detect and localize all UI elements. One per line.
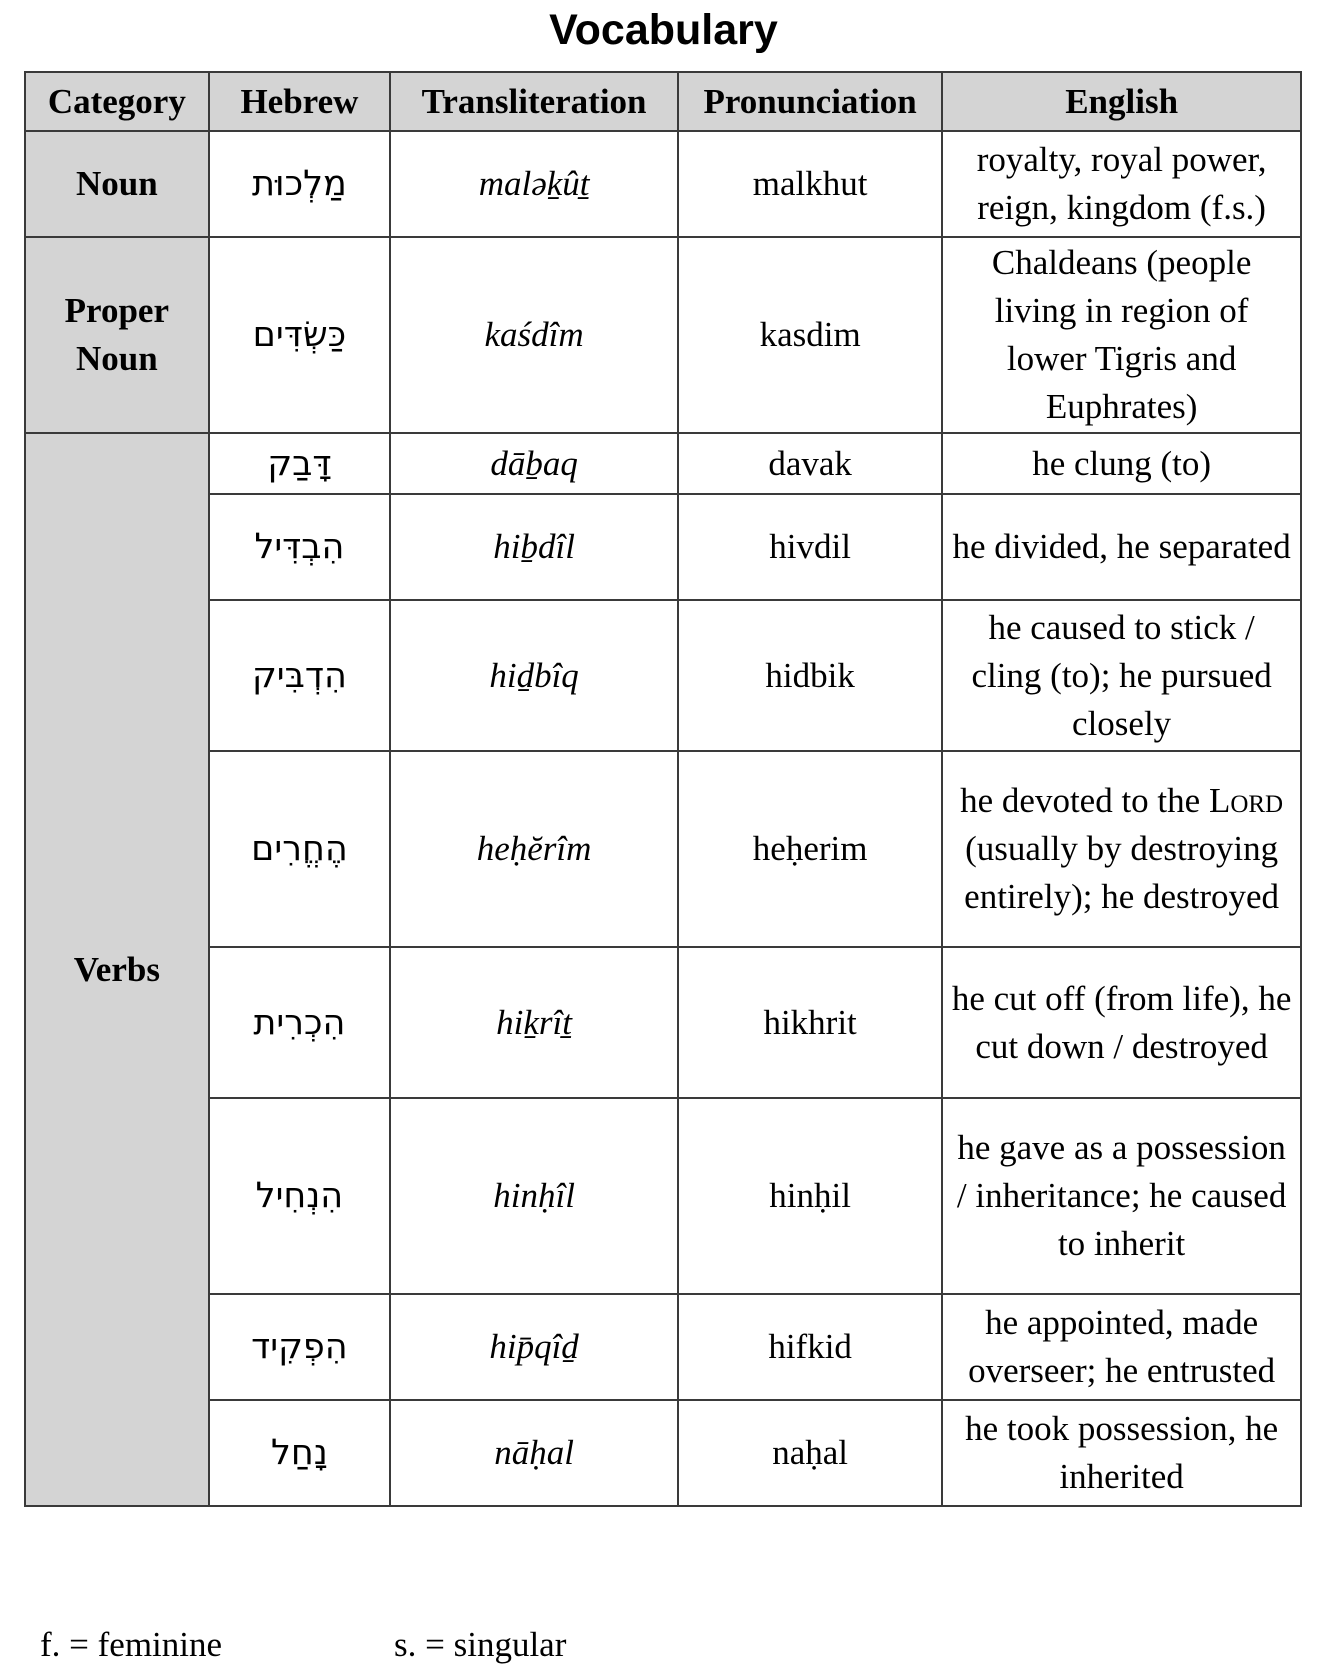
category-verbs: Verbs	[25, 433, 209, 1506]
header-pronunciation: Pronunciation	[678, 72, 942, 131]
transliteration-cell: kaśdîm	[390, 237, 678, 433]
hebrew-cell: הִבְדִּיל	[209, 494, 391, 600]
category-proper-noun-line2: Noun	[75, 339, 158, 378]
footnote-feminine: f. = feminine	[40, 1625, 223, 1664]
english-cell: he clung (to)	[942, 433, 1301, 494]
hebrew-cell: הִפְקִיד	[209, 1294, 391, 1400]
pronunciation-cell: hidbik	[678, 600, 942, 751]
footnote-singular: s. = singular	[394, 1625, 567, 1664]
table-row	[25, 600, 1301, 751]
pronunciation-cell: hikhrit	[678, 947, 942, 1098]
english-cell: he took possession, he inherited	[942, 1400, 1301, 1506]
table-row	[25, 433, 1301, 494]
english-cell: Chaldeans (people living in region of lower Tigris and Euphrates)	[942, 237, 1301, 433]
transliteration-cell: heḥĕrîm	[390, 751, 678, 947]
table-row	[25, 1294, 1301, 1400]
table-row	[25, 494, 1301, 600]
pronunciation-cell: hinḥil	[678, 1098, 942, 1294]
hebrew-cell: כַּשְׂדִּים	[209, 237, 391, 433]
table-row	[25, 131, 1301, 237]
table-row	[25, 751, 1301, 947]
pronunciation-cell: davak	[678, 433, 942, 494]
page-title: Vocabulary	[549, 6, 778, 54]
header-row	[25, 72, 1301, 131]
hebrew-cell: הֶחֱרִים	[209, 751, 391, 947]
pronunciation-cell: heḥerim	[678, 751, 942, 947]
hebrew-cell: נָחַל	[209, 1400, 391, 1506]
table-row	[25, 1400, 1301, 1506]
transliteration-cell: hiḵrîṯ	[390, 947, 678, 1098]
english-cell	[942, 751, 1301, 947]
header-hebrew: Hebrew	[209, 72, 391, 131]
english-cell: royalty, royal power, reign, kingdom (f.s.)	[942, 131, 1301, 237]
transliteration-cell: dāḇaq	[390, 433, 678, 494]
category-proper-noun-line1: Proper	[64, 291, 169, 330]
pronunciation-cell: naḥal	[678, 1400, 942, 1506]
hebrew-cell: הִדְבִּיק	[209, 600, 391, 751]
category-noun: Noun	[25, 131, 209, 237]
hebrew-cell: דָּבַק	[209, 433, 391, 494]
english-cell: he cut off (from life), he cut down / destroyed	[942, 947, 1301, 1098]
lord-smallcaps: Lord	[1208, 781, 1284, 820]
transliteration-cell: hinḥîl	[390, 1098, 678, 1294]
header-english: English	[942, 72, 1301, 131]
english-cell: he gave as a possession / inheritance; he caused to inherit	[942, 1098, 1301, 1294]
table-row	[25, 947, 1301, 1098]
english-text-b: (usually by destroying entirely); he destroyed	[964, 829, 1280, 916]
header-transliteration: Transliteration	[390, 72, 678, 131]
transliteration-cell: hiḏbîq	[390, 600, 678, 751]
pronunciation-cell: malkhut	[678, 131, 942, 237]
table-row	[25, 1098, 1301, 1294]
vocabulary-table	[24, 71, 1302, 1507]
english-cell: he caused to stick / cling (to); he pursued closely	[942, 600, 1301, 751]
hebrew-cell: מַלְכוּת	[209, 131, 391, 237]
english-text-a: he devoted to the	[960, 781, 1201, 820]
table-row	[25, 237, 1301, 433]
transliteration-cell: maləḵûṯ	[390, 131, 678, 237]
transliteration-cell: nāḥal	[390, 1400, 678, 1506]
pronunciation-cell: kasdim	[678, 237, 942, 433]
pronunciation-cell: hivdil	[678, 494, 942, 600]
category-proper-noun	[25, 237, 209, 433]
transliteration-cell: hiḇdîl	[390, 494, 678, 600]
hebrew-cell: הִכְרִית	[209, 947, 391, 1098]
pronunciation-cell: hifkid	[678, 1294, 942, 1400]
header-category: Category	[25, 72, 209, 131]
english-cell: he divided, he separated	[942, 494, 1301, 600]
transliteration-cell: hip̄qîḏ	[390, 1294, 678, 1400]
hebrew-cell: הִנְחִיל	[209, 1098, 391, 1294]
english-cell: he appointed, made overseer; he entrusted	[942, 1294, 1301, 1400]
